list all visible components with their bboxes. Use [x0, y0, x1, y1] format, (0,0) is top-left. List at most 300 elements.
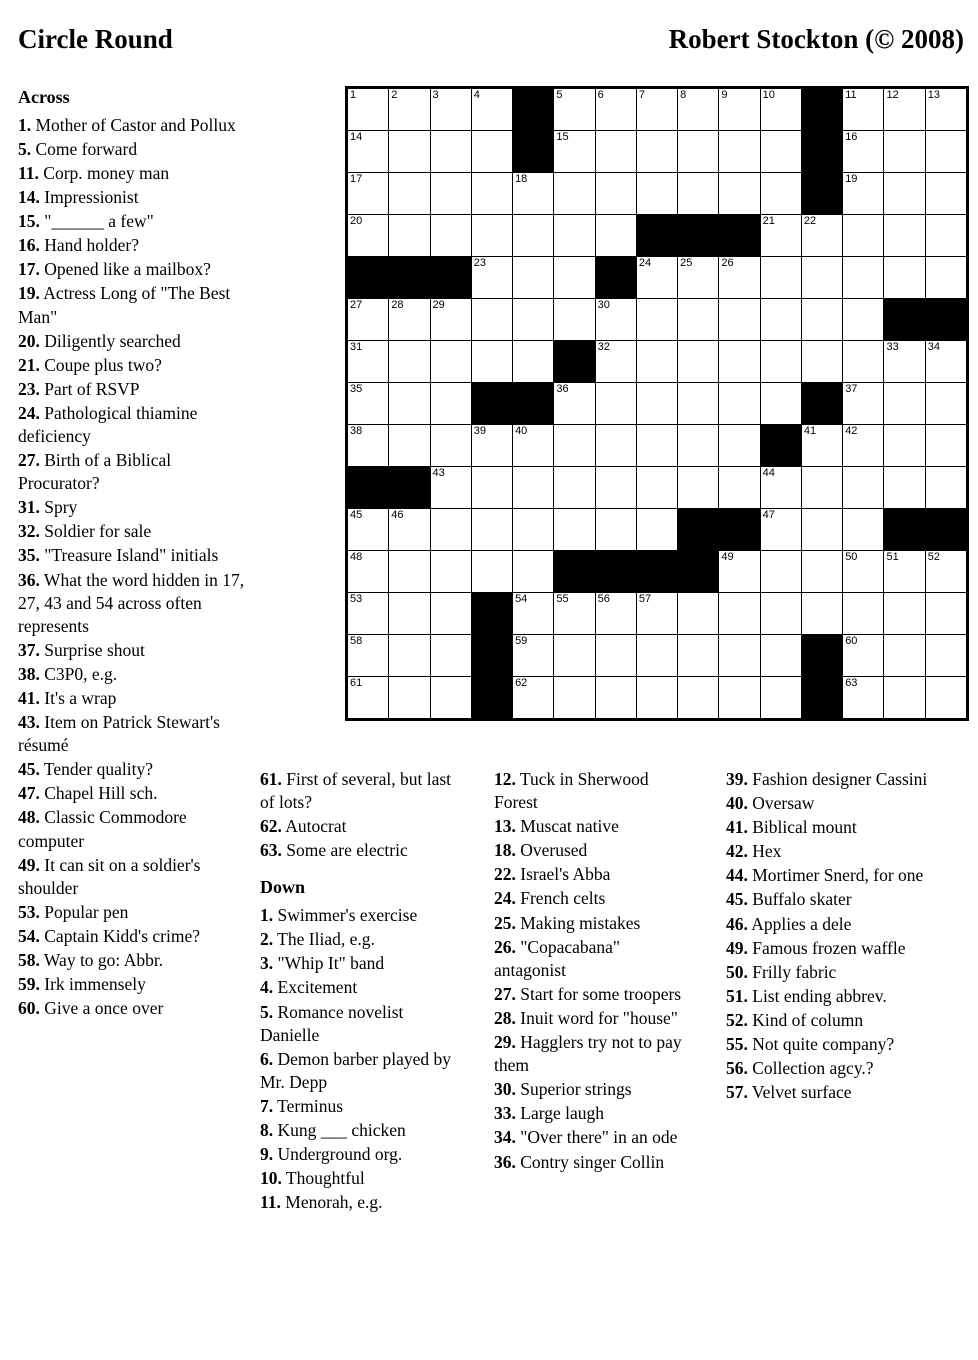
grid-cell-number: 26	[721, 257, 734, 269]
clue-number: 52.	[726, 1009, 748, 1030]
grid-cell-number: 32	[597, 341, 610, 353]
grid-cell[interactable]	[843, 509, 884, 551]
clue-number: 37.	[18, 639, 40, 660]
clue-number: 45.	[18, 759, 40, 780]
grid-cell[interactable]	[884, 677, 925, 719]
grid-cell[interactable]	[554, 383, 595, 425]
grid-cell[interactable]	[760, 551, 801, 593]
grid-cell[interactable]	[925, 425, 966, 467]
grid-cell[interactable]	[636, 89, 677, 131]
grid-cell-block	[925, 509, 966, 551]
grid-cell[interactable]	[513, 677, 554, 719]
grid-cell[interactable]	[348, 89, 389, 131]
grid-cell[interactable]	[636, 425, 677, 467]
grid-cell[interactable]	[760, 593, 801, 635]
grid-cell[interactable]	[884, 257, 925, 299]
grid-cell[interactable]	[843, 677, 884, 719]
grid-cell[interactable]	[884, 173, 925, 215]
clue-text: Part of RSVP	[39, 378, 140, 399]
grid-cell[interactable]	[760, 467, 801, 509]
grid-cell[interactable]	[389, 173, 430, 215]
grid-cell[interactable]	[801, 425, 842, 467]
grid-cell[interactable]	[389, 551, 430, 593]
grid-cell[interactable]	[678, 425, 719, 467]
grid-cell[interactable]	[389, 299, 430, 341]
grid-cell[interactable]	[513, 509, 554, 551]
grid-cell[interactable]	[884, 425, 925, 467]
grid-cell[interactable]	[801, 215, 842, 257]
grid-cell[interactable]	[719, 341, 760, 383]
grid-cell-block	[801, 89, 842, 131]
grid-cell-number: 58	[350, 635, 363, 647]
grid-cell[interactable]	[636, 131, 677, 173]
grid-cell[interactable]	[471, 173, 512, 215]
grid-cell[interactable]	[513, 341, 554, 383]
grid-cell[interactable]	[595, 299, 636, 341]
grid-cell[interactable]	[678, 299, 719, 341]
grid-cell[interactable]	[554, 215, 595, 257]
grid-cell-number: 35	[350, 383, 363, 395]
clue-text: Velvet surface	[747, 1082, 852, 1103]
grid-cell-block	[801, 131, 842, 173]
grid-cell[interactable]	[595, 467, 636, 509]
grid-cell-number: 47	[762, 509, 775, 521]
grid-cell-number: 45	[350, 509, 363, 521]
grid-cell-number: 44	[762, 467, 775, 479]
grid-cell[interactable]	[801, 509, 842, 551]
grid-cell-number: 31	[350, 341, 363, 353]
grid-cell[interactable]	[760, 257, 801, 299]
clue-text: Surprise shout	[39, 639, 145, 660]
grid-cell[interactable]	[925, 383, 966, 425]
clue-item	[18, 997, 250, 1020]
grid-cell[interactable]	[719, 635, 760, 677]
grid-cell[interactable]	[925, 173, 966, 215]
grid-cell[interactable]	[678, 467, 719, 509]
grid-cell[interactable]	[678, 131, 719, 173]
grid-cell[interactable]	[925, 551, 966, 593]
grid-cell[interactable]	[348, 551, 389, 593]
clue-item	[726, 1033, 966, 1056]
grid-cell[interactable]	[719, 677, 760, 719]
grid-cell[interactable]	[719, 257, 760, 299]
grid-cell[interactable]	[884, 131, 925, 173]
clue-item	[726, 864, 966, 887]
clue-item	[18, 402, 250, 448]
grid-cell[interactable]	[884, 215, 925, 257]
grid-cell[interactable]	[843, 425, 884, 467]
grid-cell[interactable]	[719, 383, 760, 425]
grid-cell-block	[471, 383, 512, 425]
grid-cell[interactable]	[925, 89, 966, 131]
grid-cell[interactable]	[801, 551, 842, 593]
grid-cell[interactable]	[430, 215, 471, 257]
grid-cell[interactable]	[843, 551, 884, 593]
grid-row	[348, 383, 967, 425]
clue-number: 29.	[494, 1032, 516, 1053]
grid-cell[interactable]	[636, 383, 677, 425]
grid-row	[348, 89, 967, 131]
clue-item	[18, 806, 250, 852]
grid-cell[interactable]	[595, 677, 636, 719]
clue-text: List ending abbrev.	[747, 985, 887, 1006]
grid-cell[interactable]	[636, 299, 677, 341]
grid-cell[interactable]	[636, 593, 677, 635]
clue-number: 43.	[18, 712, 40, 733]
grid-cell[interactable]	[595, 341, 636, 383]
grid-cell[interactable]	[595, 509, 636, 551]
grid-cell[interactable]	[760, 341, 801, 383]
grid-cell[interactable]	[595, 215, 636, 257]
grid-cell[interactable]	[389, 509, 430, 551]
grid-cell[interactable]	[719, 593, 760, 635]
grid-cell[interactable]	[719, 551, 760, 593]
grid-cell[interactable]	[348, 341, 389, 383]
clue-item	[260, 1001, 460, 1047]
grid-cell[interactable]	[389, 89, 430, 131]
grid-cell[interactable]	[513, 299, 554, 341]
clue-text: Come forward	[31, 138, 138, 159]
grid-cell-number: 50	[845, 551, 858, 563]
grid-cell[interactable]	[884, 89, 925, 131]
grid-cell[interactable]	[925, 677, 966, 719]
grid-cell[interactable]	[389, 215, 430, 257]
grid-cell[interactable]	[760, 173, 801, 215]
grid-cell[interactable]	[471, 425, 512, 467]
clue-number: 15.	[18, 211, 40, 232]
grid-cell[interactable]	[843, 593, 884, 635]
grid-cell[interactable]	[678, 383, 719, 425]
grid-cell[interactable]	[554, 509, 595, 551]
clue-number: 28.	[494, 1007, 516, 1028]
grid-cell[interactable]	[925, 257, 966, 299]
page-header	[18, 24, 964, 64]
grid-cell[interactable]	[471, 299, 512, 341]
grid-cell[interactable]	[348, 173, 389, 215]
grid-cell[interactable]	[719, 131, 760, 173]
grid-cell[interactable]	[801, 467, 842, 509]
grid-cell[interactable]	[925, 215, 966, 257]
clue-number: 5.	[260, 1001, 274, 1022]
grid-cell-block	[554, 341, 595, 383]
clue-text: It can sit on a soldier's shoulder	[18, 854, 201, 898]
clue-number: 53.	[18, 901, 40, 922]
clue-text: Diligently searched	[39, 330, 181, 351]
grid-cell[interactable]	[554, 257, 595, 299]
grid-cell[interactable]	[925, 635, 966, 677]
grid-cell[interactable]	[471, 467, 512, 509]
grid-cell[interactable]	[554, 89, 595, 131]
grid-cell[interactable]	[925, 593, 966, 635]
grid-row	[348, 215, 967, 257]
grid-cell[interactable]	[801, 257, 842, 299]
grid-cell[interactable]	[513, 173, 554, 215]
grid-cell[interactable]	[513, 593, 554, 635]
clue-text: Overused	[515, 840, 588, 861]
clue-text: Kung ___ chicken	[273, 1119, 406, 1140]
clue-number: 32.	[18, 521, 40, 542]
grid-cell[interactable]	[389, 341, 430, 383]
grid-cell[interactable]	[760, 131, 801, 173]
grid-cell[interactable]	[678, 341, 719, 383]
grid-row	[348, 551, 967, 593]
clue-text: Corp. money man	[38, 162, 170, 183]
grid-cell[interactable]	[348, 635, 389, 677]
grid-cell[interactable]	[595, 131, 636, 173]
grid-cell[interactable]	[554, 467, 595, 509]
grid-cell[interactable]	[471, 257, 512, 299]
grid-cell[interactable]	[430, 509, 471, 551]
clue-number: 49.	[726, 937, 748, 958]
grid-cell-block	[471, 593, 512, 635]
grid-cell[interactable]	[389, 593, 430, 635]
grid-cell[interactable]	[554, 425, 595, 467]
grid-cell[interactable]	[719, 425, 760, 467]
grid-cell-number: 9	[721, 89, 728, 101]
clue-text: "Copacabana" antagonist	[494, 936, 621, 980]
grid-cell[interactable]	[678, 257, 719, 299]
grid-cell[interactable]	[348, 215, 389, 257]
grid-cell-number: 24	[638, 257, 652, 269]
grid-cell[interactable]	[719, 299, 760, 341]
grid-cell[interactable]	[801, 593, 842, 635]
grid-cell[interactable]	[678, 89, 719, 131]
clue-number: 19.	[18, 283, 40, 304]
grid-cell[interactable]	[430, 299, 471, 341]
grid-cell[interactable]	[843, 467, 884, 509]
grid-cell[interactable]	[430, 593, 471, 635]
grid-cell[interactable]	[471, 131, 512, 173]
clue-item	[18, 973, 250, 996]
across-continued-and-down-column	[260, 768, 460, 1215]
grid-cell[interactable]	[513, 257, 554, 299]
grid-cell[interactable]	[843, 383, 884, 425]
clue-item	[260, 1048, 460, 1094]
grid-cell[interactable]	[636, 257, 677, 299]
grid-cell[interactable]	[678, 677, 719, 719]
clue-item	[18, 138, 250, 161]
grid-cell[interactable]	[430, 341, 471, 383]
grid-cell[interactable]	[430, 425, 471, 467]
clue-item	[260, 928, 460, 951]
grid-cell[interactable]	[636, 173, 677, 215]
grid-cell-block	[471, 635, 512, 677]
grid-cell[interactable]	[760, 635, 801, 677]
down-clues-column-3	[726, 768, 966, 1105]
grid-cell[interactable]	[760, 677, 801, 719]
clue-item	[726, 840, 966, 863]
grid-cell[interactable]	[554, 131, 595, 173]
clue-text: Applies a dele	[747, 913, 852, 934]
clue-item	[18, 114, 250, 137]
clue-text: Chapel Hill sch.	[39, 783, 158, 804]
grid-cell[interactable]	[884, 635, 925, 677]
grid-cell[interactable]	[430, 173, 471, 215]
clue-item	[260, 976, 460, 999]
grid-cell[interactable]	[843, 89, 884, 131]
clue-text: Famous frozen waffle	[747, 937, 906, 958]
clue-text: Way to go: Abbr.	[39, 950, 164, 971]
grid-cell[interactable]	[843, 257, 884, 299]
grid-cell[interactable]	[389, 425, 430, 467]
grid-cell[interactable]	[843, 131, 884, 173]
across-heading: Across	[18, 87, 70, 107]
grid-cell[interactable]	[801, 299, 842, 341]
grid-cell[interactable]	[760, 299, 801, 341]
grid-cell[interactable]	[554, 635, 595, 677]
grid-cell[interactable]	[884, 551, 925, 593]
grid-cell[interactable]	[678, 635, 719, 677]
grid-cell[interactable]	[760, 215, 801, 257]
grid-cell-number: 28	[391, 299, 404, 311]
grid-cell[interactable]	[595, 173, 636, 215]
grid-cell[interactable]	[843, 635, 884, 677]
grid-cell[interactable]	[925, 467, 966, 509]
grid-cell-number: 23	[473, 257, 487, 269]
grid-cell[interactable]	[348, 509, 389, 551]
grid-cell[interactable]	[719, 89, 760, 131]
clue-item	[726, 792, 966, 815]
grid-cell[interactable]	[884, 467, 925, 509]
grid-row	[348, 257, 967, 299]
grid-cell[interactable]	[554, 677, 595, 719]
grid-cell[interactable]	[554, 173, 595, 215]
grid-cell[interactable]	[513, 467, 554, 509]
grid-cell[interactable]	[348, 425, 389, 467]
grid-cell[interactable]	[925, 341, 966, 383]
clue-text: Superior strings	[515, 1079, 632, 1100]
grid-cell[interactable]	[636, 677, 677, 719]
grid-cell[interactable]	[513, 425, 554, 467]
grid-row	[348, 341, 967, 383]
grid-cell-block	[884, 509, 925, 551]
clue-text: Pathological thiamine deficiency	[18, 402, 198, 446]
grid-cell[interactable]	[719, 467, 760, 509]
clue-text: Excitement	[273, 977, 358, 998]
crossword-grid[interactable]	[345, 86, 969, 721]
grid-cell[interactable]	[513, 635, 554, 677]
clue-item	[18, 186, 250, 209]
grid-cell[interactable]	[678, 173, 719, 215]
grid-cell[interactable]	[348, 383, 389, 425]
clue-number: 2.	[260, 929, 274, 950]
grid-cell[interactable]	[884, 383, 925, 425]
grid-cell[interactable]	[636, 467, 677, 509]
clue-item	[726, 816, 966, 839]
grid-row	[348, 509, 967, 551]
grid-cell[interactable]	[471, 215, 512, 257]
grid-cell[interactable]	[843, 299, 884, 341]
grid-cell[interactable]	[471, 89, 512, 131]
grid-cell[interactable]	[471, 341, 512, 383]
grid-cell[interactable]	[760, 509, 801, 551]
grid-cell[interactable]	[595, 89, 636, 131]
clue-number: 36.	[494, 1151, 516, 1172]
clue-number: 18.	[494, 840, 516, 861]
grid-cell[interactable]	[430, 131, 471, 173]
clue-item	[18, 330, 250, 353]
grid-cell[interactable]	[595, 383, 636, 425]
grid-cell-block	[801, 383, 842, 425]
grid-cell[interactable]	[348, 593, 389, 635]
grid-cell[interactable]	[430, 467, 471, 509]
grid-cell[interactable]	[430, 677, 471, 719]
grid-cell[interactable]	[884, 593, 925, 635]
clue-item	[260, 839, 460, 862]
grid-cell[interactable]	[430, 635, 471, 677]
grid-cell[interactable]	[554, 593, 595, 635]
clue-item	[18, 687, 250, 710]
grid-cell-number: 4	[473, 89, 480, 101]
grid-cell[interactable]	[801, 341, 842, 383]
grid-cell[interactable]	[636, 635, 677, 677]
clue-number: 54.	[18, 925, 40, 946]
grid-cell[interactable]	[636, 341, 677, 383]
grid-cell[interactable]	[348, 299, 389, 341]
grid-cell[interactable]	[843, 341, 884, 383]
grid-cell[interactable]	[595, 425, 636, 467]
grid-cell[interactable]	[843, 215, 884, 257]
grid-cell[interactable]	[471, 551, 512, 593]
grid-cell-number: 17	[350, 173, 363, 185]
grid-cell[interactable]	[636, 509, 677, 551]
grid-cell[interactable]	[389, 131, 430, 173]
grid-cell[interactable]	[348, 677, 389, 719]
grid-cell[interactable]	[595, 593, 636, 635]
grid-cell[interactable]	[430, 89, 471, 131]
grid-cell[interactable]	[348, 131, 389, 173]
grid-cell[interactable]	[389, 635, 430, 677]
grid-cell[interactable]	[719, 173, 760, 215]
grid-cell[interactable]	[430, 551, 471, 593]
grid-cell-number: 63	[845, 677, 858, 689]
grid-cell[interactable]	[430, 383, 471, 425]
grid-cell-block	[678, 551, 719, 593]
grid-cell-number: 36	[556, 383, 569, 395]
grid-cell-number: 1	[350, 89, 357, 101]
grid-cell[interactable]	[389, 677, 430, 719]
grid-cell-number: 38	[350, 425, 363, 437]
grid-cell[interactable]	[843, 173, 884, 215]
grid-cell[interactable]	[595, 635, 636, 677]
grid-cell[interactable]	[471, 509, 512, 551]
grid-cell[interactable]	[554, 299, 595, 341]
grid-cell[interactable]	[513, 551, 554, 593]
grid-cell[interactable]	[389, 383, 430, 425]
grid-cell[interactable]	[760, 89, 801, 131]
clue-item	[18, 544, 250, 567]
grid-cell[interactable]	[760, 383, 801, 425]
grid-cell-number: 53	[350, 593, 363, 605]
grid-row	[348, 173, 967, 215]
clue-item	[494, 815, 696, 838]
grid-cell[interactable]	[513, 215, 554, 257]
clue-text: Hand holder?	[39, 235, 140, 256]
grid-cell-block	[884, 299, 925, 341]
clue-item	[18, 449, 250, 495]
grid-row	[348, 467, 967, 509]
grid-cell[interactable]	[884, 341, 925, 383]
grid-cell[interactable]	[678, 593, 719, 635]
grid-cell-number: 8	[680, 89, 687, 101]
grid-table[interactable]	[347, 88, 967, 719]
clue-item	[18, 258, 250, 281]
clue-number: 24.	[18, 402, 40, 423]
grid-cell-block	[471, 677, 512, 719]
grid-cell[interactable]	[925, 131, 966, 173]
clue-number: 33.	[494, 1103, 516, 1124]
grid-cell-block	[678, 215, 719, 257]
